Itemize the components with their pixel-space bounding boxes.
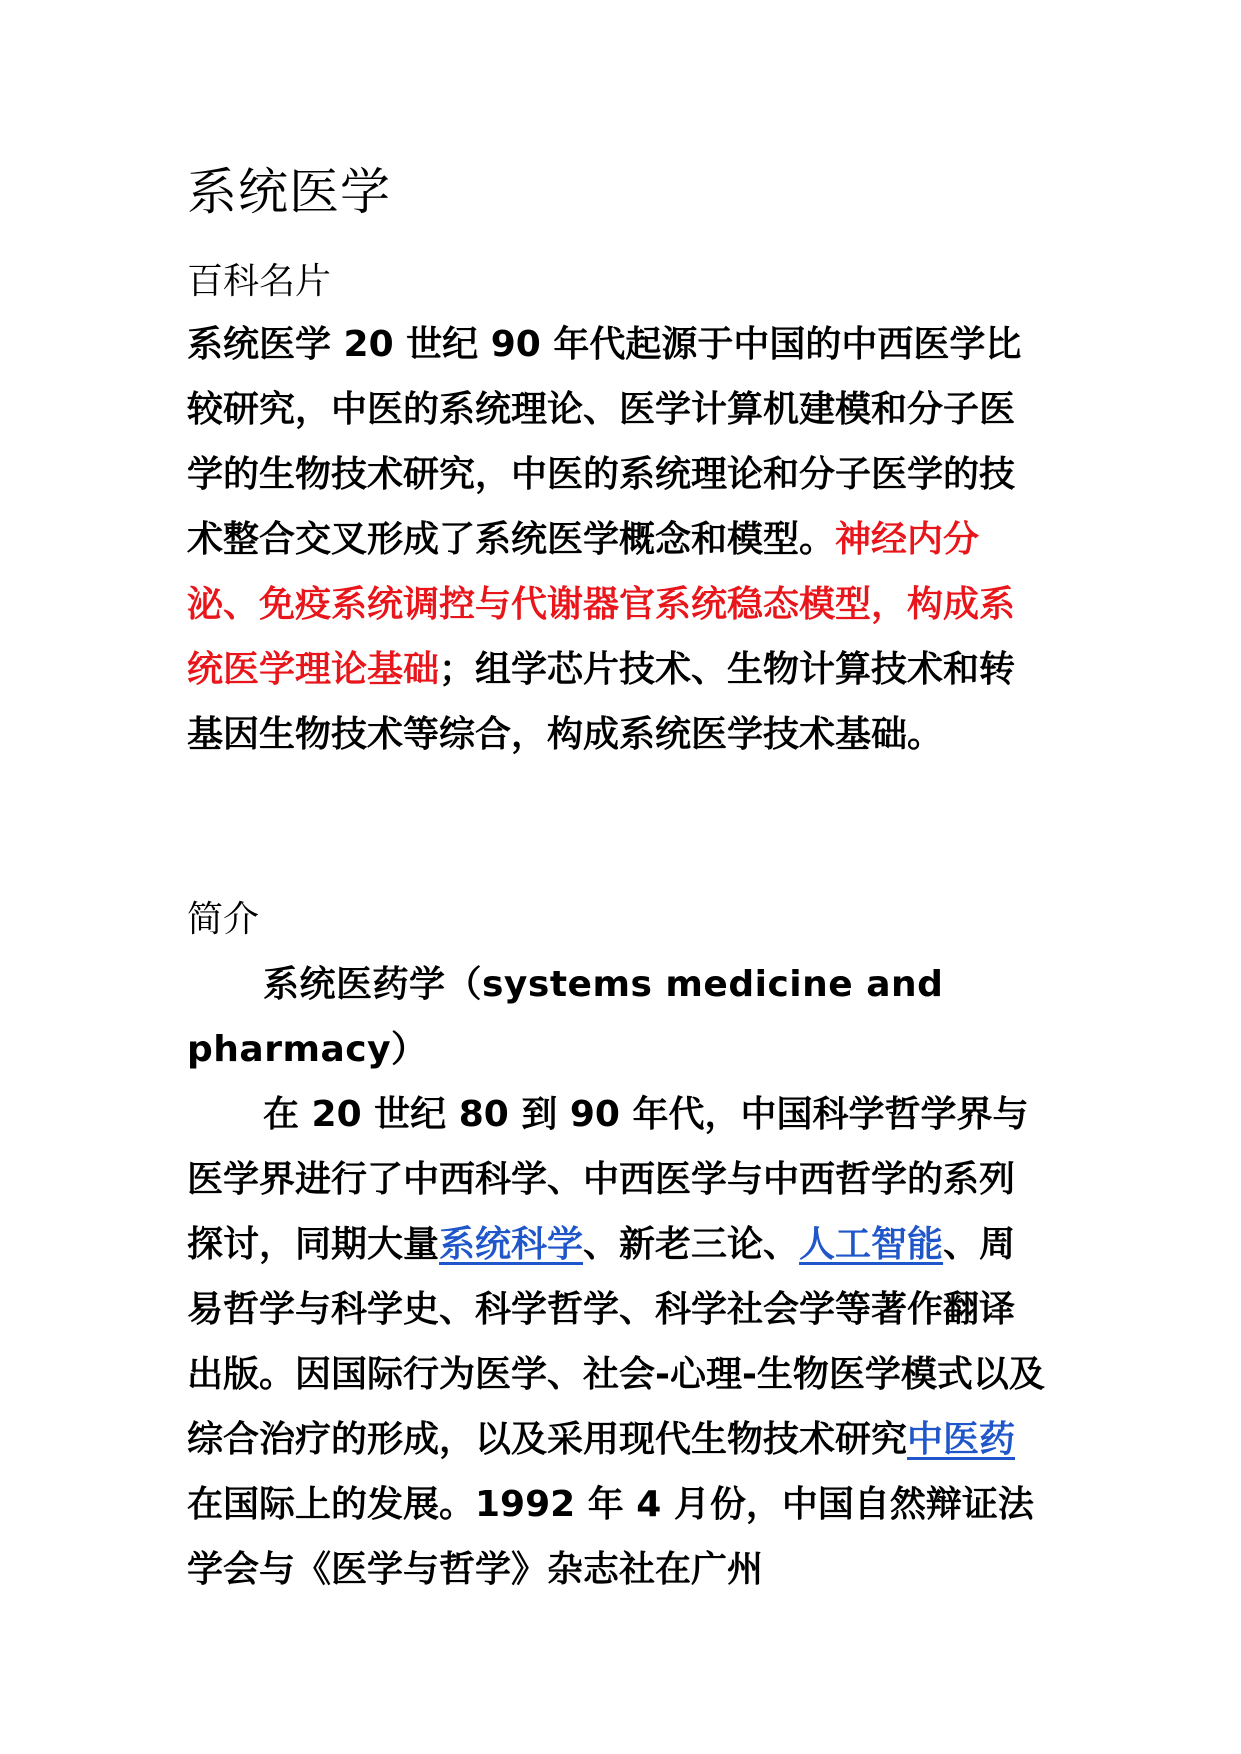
body-text: 在国际上的发展。1992 年 4 月份，中国自然辩证法学会与《医学与哲学》杂志社在广州 bbox=[187, 1484, 1034, 1590]
card-paragraph bbox=[187, 312, 1047, 767]
body-text: 、新老三论、 bbox=[583, 1224, 800, 1265]
link-systems-science[interactable]: 系统科学 bbox=[439, 1224, 584, 1265]
card-text-end: ；组学芯片技术、生物计算技术和转基因生物技术等综合，构成系统医学技术基础。 bbox=[187, 649, 1016, 755]
body-text: 在 20 世纪 80 到 90 年代，中国科学哲学界与医学界进行了中西科学、中西医学与中西哲学的系列探讨，同期大量 bbox=[187, 1094, 1029, 1265]
section-label-intro: 简介 bbox=[187, 899, 260, 940]
section-label-card: 百科名片 bbox=[187, 261, 332, 302]
link-artificial-intelligence[interactable]: 人工智能 bbox=[799, 1224, 944, 1265]
link-tcm[interactable]: 中医药 bbox=[907, 1419, 1016, 1460]
intro-term: 系统医药学（systems medicine and pharmacy） bbox=[187, 964, 944, 1070]
card-text: 系统医学 20 世纪 90 年代起源于中国的中西医学比较研究，中医的系统理论、医学计算机建模和分子医学的生物技术研究，中医的系统理论和分子医学的技术整合交叉形成了系统医学概念和模型。 bbox=[187, 324, 1022, 560]
highlighted-text: 神经内分泌、免疫系统调控与代谢器官系统稳态模型，构成系统医学理论基础 bbox=[187, 519, 1016, 690]
page-title: 系统医学 bbox=[187, 163, 391, 221]
body-text: 、周易哲学与科学史、科学哲学、科学社会学等著作翻译出版。因国际行为医学、社会-心理-生物医学模式以及综合治疗的形成，以及采用现代生物技术研究 bbox=[187, 1224, 1045, 1460]
intro-paragraph bbox=[187, 1082, 1047, 1602]
